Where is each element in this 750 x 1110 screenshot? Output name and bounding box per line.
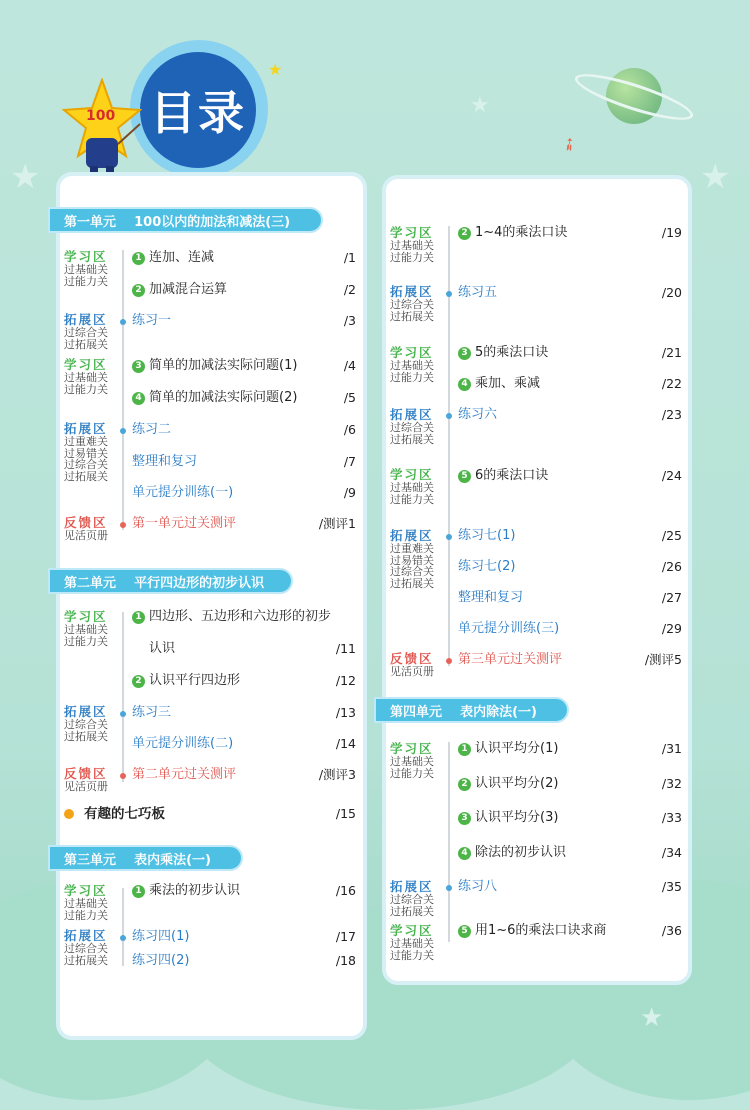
page-number: /测评1 [318,516,356,531]
page-number: /26 [661,559,682,574]
page-number: /13 [335,705,356,720]
rail-node [120,935,126,941]
page-number: /33 [661,810,682,825]
toc-entry[interactable]: 4 除法的初步认识 [458,844,566,862]
rail-node [446,413,452,419]
page-number: /12 [335,673,356,688]
page-number: /32 [661,776,682,791]
toc-entry[interactable]: 第一单元过关测评 [132,516,237,531]
zone-label: 学习区 过基础关 过能力关 [64,249,108,288]
star-decoration-icon: ★ [700,157,731,197]
toc-entry[interactable]: 1 乘法的初步认识 [132,882,240,900]
star-decoration-icon: ★ [640,1003,664,1033]
zone-label: 学习区 过基础关 过能力关 [64,609,108,648]
rail-node [120,319,126,325]
zone-label: 学习区 过基础关 过能力关 [390,741,434,780]
toc-entry[interactable]: 4 乘加、乘减 [458,375,540,393]
zone-label: 学习区 过基础关 过能力关 [390,345,434,384]
page-number: /16 [335,883,356,898]
zone-label: 拓展区 过综合关 过拓展关 [390,284,434,323]
rail-node [446,534,452,540]
page-number: /23 [661,407,682,422]
zone-label: 拓展区 过综合关 过拓展关 [390,407,434,446]
toc-entry[interactable]: 5 6的乘法口诀 [458,467,548,485]
toc-entry-special[interactable]: 有趣的七巧板 [64,805,165,823]
toc-entry[interactable]: 整理和复习 [132,454,198,469]
unit-banner: 第二单元 平行四边形的初步认识 [48,568,293,594]
toc-entry[interactable]: 练习三 [132,705,172,720]
toc-entry[interactable]: 第三单元过关测评 [458,652,563,667]
toc-entry[interactable]: 整理和复习 [458,590,524,605]
page-number: /3 [343,313,356,328]
rocket-icon: ➶ [557,131,583,158]
toc-entry[interactable]: 练习六 [458,407,498,422]
page-number: /20 [661,285,682,300]
zone-label: 拓展区 过综合关 过拓展关 [64,928,108,967]
page-number: /11 [335,641,356,656]
page-title: 目录 [140,52,256,168]
bullet-icon [64,809,74,819]
unit-banner: 第三单元 表内乘法(一) [48,845,243,871]
toc-entry[interactable]: 练习二 [132,422,172,437]
page-number: /35 [661,879,682,894]
toc-rail [122,612,124,782]
page-number: /19 [661,225,682,240]
toc-entry[interactable]: 1 认识平均分(1) [458,740,558,758]
toc-entry[interactable]: 第二单元过关测评 [132,767,237,782]
toc-entry[interactable]: 单元提分训练(三) [458,621,560,636]
toc-entry[interactable]: 练习一 [132,313,172,328]
page-number: /9 [343,485,356,500]
toc-entry[interactable]: 练习五 [458,285,498,300]
page-number: /36 [661,923,682,938]
page-number: /25 [661,528,682,543]
sparkle-icon: ★ [268,60,283,79]
zone-label: 学习区 过基础关 过能力关 [390,923,434,962]
rail-node [446,658,452,664]
toc-entry[interactable]: 4 简单的加减法实际问题(2) [132,389,297,407]
page-number: /15 [335,806,356,821]
toc-entry[interactable]: 5 用1~6的乘法口诀求商 [458,922,606,940]
mascot-label: 100 [86,108,116,124]
page-number: /21 [661,345,682,360]
toc-entry[interactable]: 练习八 [458,879,498,894]
zone-label: 学习区 过基础关 过能力关 [390,467,434,506]
toc-entry[interactable]: 1 连加、连减 [132,249,214,267]
toc-entry[interactable]: 练习七(2) [458,559,516,574]
page-number: /5 [343,390,356,405]
page-number: /2 [343,282,356,297]
page-number: /29 [661,621,682,636]
unit-banner: 第四单元 表内除法(一) [374,697,569,723]
rail-node [120,522,126,528]
toc-rail [122,888,124,966]
toc-entry[interactable]: 2 认识平均分(2) [458,775,558,793]
toc-entry[interactable]: 1 四边形、五边形和六边形的初步 [132,608,331,626]
toc-entry[interactable]: 练习七(1) [458,528,516,543]
zone-label: 反馈区 见活页册 [64,515,108,542]
zone-label: 拓展区 过综合关 过拓展关 [390,879,434,918]
toc-entry[interactable]: 2 1~4的乘法口诀 [458,224,567,242]
zone-label: 反馈区 见活页册 [390,651,434,678]
toc-entry[interactable]: 2 加减混合运算 [132,281,227,299]
toc-rail [122,250,124,530]
toc-entry[interactable]: 单元提分训练(二) [132,736,234,751]
toc-entry[interactable]: 单元提分训练(一) [132,485,234,500]
zone-label: 学习区 过基础关 过能力关 [390,225,434,264]
page-number: /27 [661,590,682,605]
zone-label: 反馈区 见活页册 [64,766,108,793]
toc-rail [448,742,450,942]
page-number: /4 [343,358,356,373]
page-number: /34 [661,845,682,860]
zone-label: 拓展区 过重难关 过易错关 过综合关 过拓展关 [64,421,108,483]
page-number: /17 [335,929,356,944]
page-number: /18 [335,953,356,968]
rail-node [446,291,452,297]
toc-entry[interactable]: 练习四(2) [132,953,190,968]
page-number: /测评3 [318,767,356,782]
page-number: /31 [661,741,682,756]
page-number: /7 [343,454,356,469]
zone-label: 学习区 过基础关 过能力关 [64,357,108,396]
toc-entry[interactable]: 认识 [149,641,176,656]
toc-entry[interactable]: 2 认识平行四边形 [132,672,240,690]
page-number: /1 [343,250,356,265]
toc-entry[interactable]: 练习四(1) [132,929,190,944]
star-decoration-icon: ★ [10,157,41,197]
page-number: /24 [661,468,682,483]
rail-node [120,428,126,434]
toc-entry[interactable]: 3 5的乘法口诀 [458,344,548,362]
page-number: /6 [343,422,356,437]
unit-banner: 第一单元 100以内的加法和减法(三) [48,207,323,233]
zone-label: 学习区 过基础关 过能力关 [64,883,108,922]
toc-entry[interactable]: 3 简单的加减法实际问题(1) [132,357,297,375]
page-number: /14 [335,736,356,751]
rail-node [120,711,126,717]
zone-label: 拓展区 过综合关 过拓展关 [64,704,108,743]
page-number: /测评5 [644,652,682,667]
page-number: /22 [661,376,682,391]
rail-node [120,773,126,779]
zone-label: 拓展区 过重难关 过易错关 过综合关 过拓展关 [390,528,434,590]
star-decoration-icon: ★ [470,93,490,118]
zone-label: 拓展区 过综合关 过拓展关 [64,312,108,351]
rail-node [446,885,452,891]
toc-entry[interactable]: 3 认识平均分(3) [458,809,558,827]
